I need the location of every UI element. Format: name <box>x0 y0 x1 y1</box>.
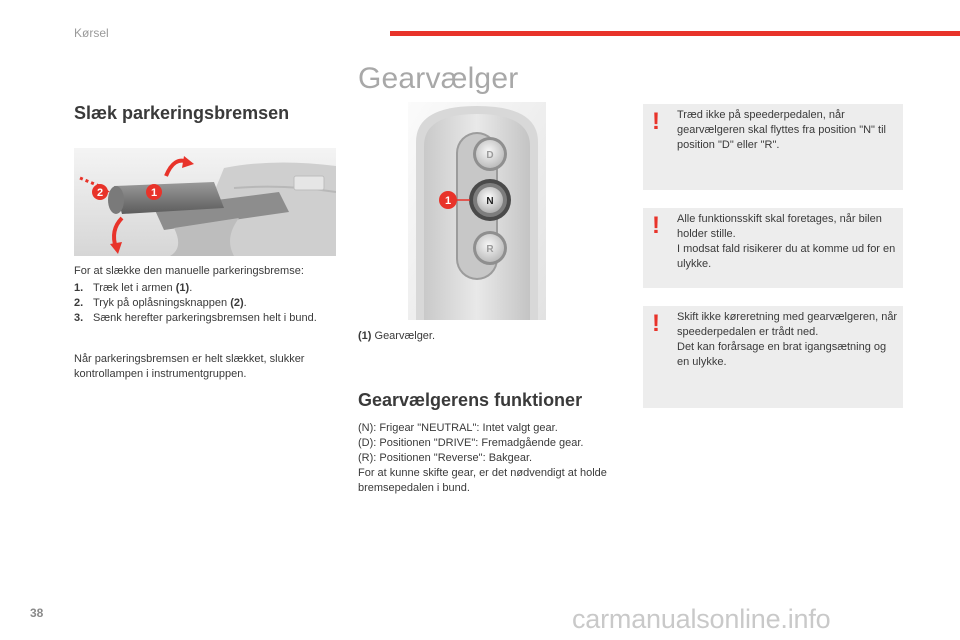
callout-2: 2 <box>96 187 104 199</box>
warning-icon: ! <box>652 310 660 337</box>
header-rule <box>390 31 960 36</box>
warning-line: Træd ikke på speederpedalen, når gearvælgeren skal flyttes fra position "N" til position "D" eller "R". <box>677 109 886 151</box>
gear-selector-illustration <box>408 102 546 320</box>
step-item <box>74 296 344 311</box>
functions-heading: Gearvælgerens funktioner <box>358 390 583 410</box>
button-d-label: D <box>486 150 494 161</box>
function-line: (R): Positionen "Reverse": Bakgear. <box>358 452 533 464</box>
warning-line: Det kan forårsage en brat igangsætning og en ulykke. <box>677 341 887 368</box>
step-end: . <box>243 297 247 309</box>
page-title: Gearvælger <box>358 62 519 95</box>
warning-box <box>643 208 903 288</box>
step-ref: (1) <box>175 282 190 294</box>
step-number: 1. <box>74 282 84 294</box>
step-item <box>74 311 344 326</box>
function-line: For at kunne skifte gear, er det nødvendigt at holde bremsepedalen i bund. <box>358 467 607 494</box>
button-n-label: N <box>486 196 494 207</box>
parking-brake-steps <box>74 281 344 326</box>
warning-text <box>677 212 899 272</box>
parking-brake-illustration <box>74 148 336 256</box>
step-ref: (2) <box>230 297 244 309</box>
step-text: Sænk herefter parkeringsbremsen helt i bund. <box>93 312 317 324</box>
gear-caption <box>358 329 435 344</box>
section-label: Kørsel <box>74 26 109 40</box>
warning-text <box>677 108 899 153</box>
warning-icon: ! <box>652 108 660 135</box>
step-end: . <box>189 282 193 294</box>
warning-text <box>677 310 899 370</box>
step-number: 3. <box>74 312 84 324</box>
step-number: 2. <box>74 297 84 309</box>
warning-line: I modsat fald risikerer du at komme ud for en ulykke. <box>677 243 896 270</box>
step-text: Tryk på oplåsningsknappen <box>93 297 231 309</box>
button-r-label: R <box>486 244 494 255</box>
watermark: carmanualsonline.info <box>572 604 831 634</box>
parking-brake-heading: Slæk parkeringsbremsen <box>74 103 290 123</box>
step-text: Træk let i armen <box>93 282 176 294</box>
gear-callout-1: 1 <box>444 195 452 207</box>
parking-brake-note: Når parkeringsbremsen er helt slækket, slukker kontrollampen i instrumentgruppen. <box>74 353 305 380</box>
warning-box <box>643 104 903 190</box>
function-line: (D): Positionen "DRIVE": Fremadgående gear. <box>358 437 584 449</box>
parking-brake-intro: For at slække den manuelle parkeringsbremse: <box>74 265 304 277</box>
warning-line: Skift ikke køreretning med gearvælgeren, når speederpedalen er trådt ned. <box>677 311 898 338</box>
step-item <box>74 281 344 296</box>
page-number: 38 <box>30 606 44 620</box>
functions-text <box>358 421 618 496</box>
warning-box <box>643 306 903 408</box>
warning-icon: ! <box>652 212 660 239</box>
callout-1: 1 <box>150 187 158 199</box>
caption-text: Gearvælger. <box>371 330 436 342</box>
warning-line: Alle funktionsskift skal foretages, når bilen holder stille. <box>677 213 882 240</box>
caption-ref: (1) <box>358 330 372 342</box>
function-line: (N): Frigear "NEUTRAL": Intet valgt gear. <box>358 422 558 434</box>
